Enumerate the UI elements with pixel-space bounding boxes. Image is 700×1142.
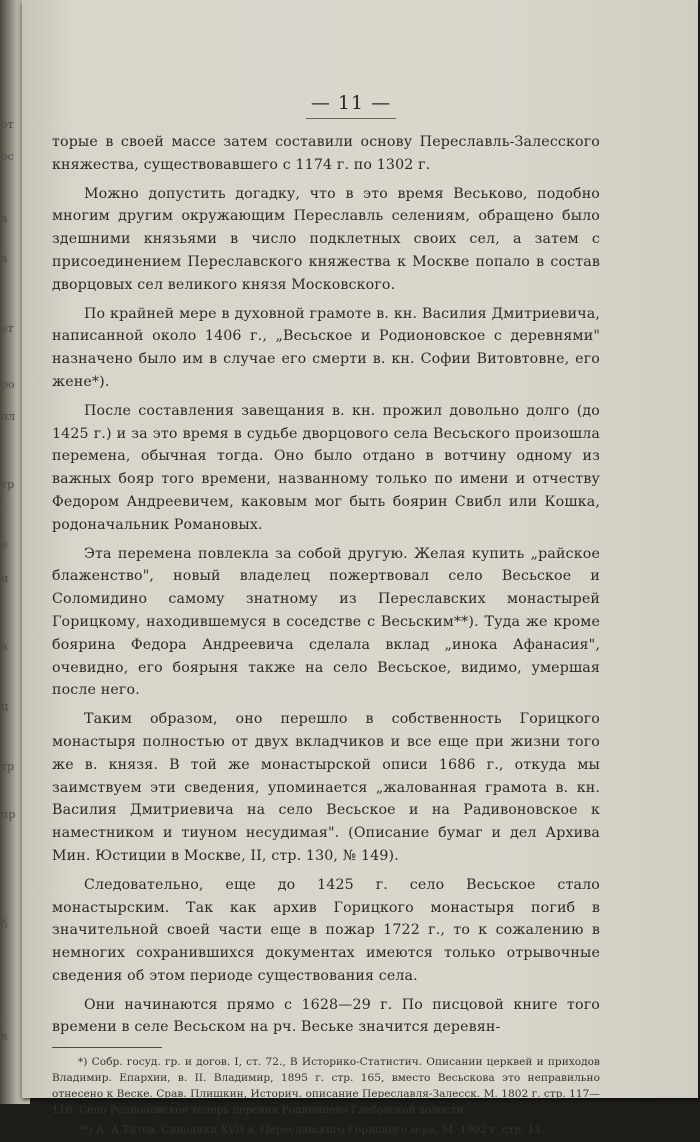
edge-text: а xyxy=(1,640,8,653)
paragraph: Эта перемена повлекла за собой другую. Желая купить „райское блаженство", новый владелец пожертвовал село Весьское и Соломидино самому знатному из Переславских монастырей Горицкому, находившемуся в соседстве с Весьским**). Туда же кроме боярина Федора Андреевича сделала вклад „инока Афанасия", очевидно, его боярыня также на село Весьское, видимо, умершая после него. xyxy=(52,545,600,699)
edge-text: б xyxy=(1,918,8,931)
footnote: **) А. А.Титов. Синодики XVII в. Переславского Горицкого м-ря, М. 1902 г. стр. 11. xyxy=(78,1124,545,1137)
edge-text: в xyxy=(1,212,8,225)
edge-text: ет xyxy=(1,322,14,335)
page-content xyxy=(52,92,600,1142)
paragraph: Таким образом, оно перешло в собственность Горицкого монастыря полностью от двух вкладчиков и все еще при жизни того же в. князя. В той же монастырской описи 1686 г., откуда мы заимствуем эти сведения, упоминается „жалованная грамота в. кн. Василия Дмитриевича на село Весьское и на Радивоновское к наместником и тиуном несудимая". (Описание бумаг и дел Архива Мин. Юстиции в Москве, II, стр. 130, № 149). xyxy=(52,711,600,864)
paragraph: Они начинаются прямо с 1628—29 г. По писцовой книге того времени в селе Весьском на рч. Веське значится деревян- xyxy=(52,996,600,1036)
edge-text: тр xyxy=(1,478,15,491)
paragraph: По крайней мере в духовной грамоте в. кн. Василия Дмитриевича, написанной около 1406 г., „Весьское и Родионовское с деревнями" назначено было им в случае его смерти в. кн. Софии Витовтовне, его жене*). xyxy=(52,305,600,390)
edge-text: тр xyxy=(1,760,15,773)
edge-text: и xyxy=(1,572,9,585)
edge-text: ц xyxy=(1,700,9,713)
edge-text: в xyxy=(1,1030,8,1043)
footnote: *) Собр. госуд. гр. и догов. I, ст. 72., В Историко-Статистич. Описании церквей и приходов Владимир. Епархии, в. II. Владимир, 1895 г. стр. 165, вместо Весьскова это неправильно отнесено к Веске. Срав. Плишкин, Историч. описание Переславля-Залесск. М. 1802 г. стр. 117—118. Село Родионовское теперь деревня Родионцево Глебовской волости. xyxy=(52,1056,600,1117)
edge-text: ро xyxy=(1,378,15,391)
edge-text: ос xyxy=(1,150,14,163)
edge-text: от xyxy=(1,118,14,131)
edge-text: лл xyxy=(1,410,15,423)
edge-text: в xyxy=(1,252,8,265)
book-page xyxy=(22,0,698,1137)
paragraph: Можно допустить догадку, что в это время Веськово, подобно многим другим окружающим Переславль селениям, обращено было здешними князьями в число подклетных своих сел, а затем с присоединением Переславского княжества к Москве попало в состав дворцовых сел великого князя Московского. xyxy=(52,185,600,293)
page-number-underline xyxy=(306,118,396,119)
paragraph: После составления завещания в. кн. прожил довольно долго (до 1425 г.) и за это время в судьбе дворцового села Весьского произошла перемена, обычная тогда. Оно было отдано в вотчину одному из важных бояр того времени, названному только по имени и отчеству Федором Андреевичем, каковым мог быть боярин Свибл или Кошка, родоначальник Романовых. xyxy=(52,402,600,533)
paragraph: торые в своей массе затем составили основу Переславль-Залесского княжества, существовавшего с 1174 г. по 1302 г. xyxy=(52,134,600,173)
edge-text: е xyxy=(1,538,8,551)
edge-text: пр xyxy=(1,808,16,821)
page-number: — 11 — xyxy=(310,92,392,114)
footnote-separator xyxy=(52,1047,162,1048)
paragraph: Следовательно, еще до 1425 г. село Весьское стало монастырским. Так как архив Горицкого монастыря погиб в значительной своей части еще в пожар 1722 г., то к сожалению в немногих сохранившихся документах имеются только отрывочные сведения об этом периоде существования села. xyxy=(52,876,600,984)
